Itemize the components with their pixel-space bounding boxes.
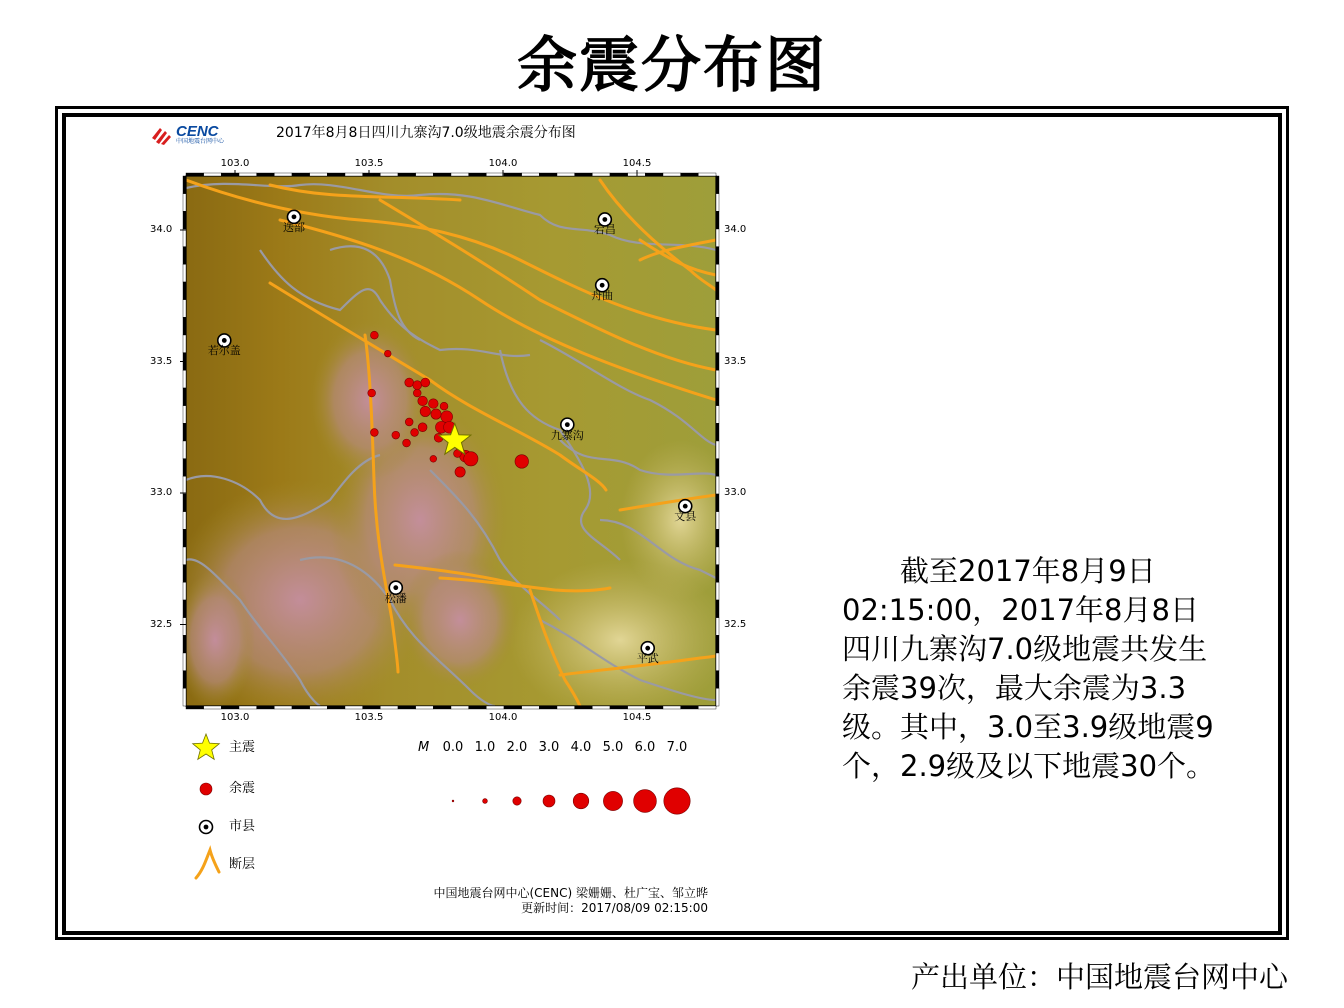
border-segment-right [716,618,719,636]
aftershock-dot [384,350,391,357]
legend-town-icon-center [204,825,209,830]
border-segment-right [716,459,719,477]
legend-fault-icon [196,850,219,878]
border-segment-bottom [186,706,204,709]
magnitude-scale-dot [603,791,622,810]
border-segment-top [398,173,416,176]
border-segment-left [183,194,186,212]
border-segment-right [716,370,719,388]
credits-authors: 中国地震台网中心(CENC) 梁姗姗、杜广宝、邹立晔 [433,886,708,900]
border-segment-top [345,173,363,176]
border-segment-right [716,547,719,565]
border-segment-bottom [557,706,575,709]
lon-tick-label-bottom: 103.0 [220,712,250,723]
border-segment-right [716,176,719,194]
town-label: 松潘 [384,591,407,605]
border-segment-bottom [310,706,328,709]
lat-tick-label-left: 32.5 [150,618,173,630]
border-segment-bottom [522,706,540,709]
border-segment-bottom [204,706,222,709]
border-segment-top [327,173,345,176]
border-segment-left [183,282,186,300]
border-segment-top [221,173,239,176]
border-segment-bottom [398,706,416,709]
border-segment-left [183,459,186,477]
border-segment-right [716,529,719,547]
border-segment-left [183,406,186,424]
border-segment-right [716,211,719,229]
border-segment-left [183,247,186,265]
lat-tick-label-left: 33.0 [150,487,173,498]
lat-tick-label-right: 34.0 [724,224,747,235]
town-label: 九寨沟 [550,428,584,442]
border-segment-top [698,173,716,176]
magnitude-scale-dot [634,790,657,813]
border-segment-bottom [663,706,681,709]
credits-update-time: 更新时间：2017/08/09 02:15:00 [521,901,708,915]
border-segment-right [716,441,719,459]
magnitude-label: 3.0 [538,740,560,755]
aftershock-dot [418,423,427,432]
border-segment-top [610,173,628,176]
lon-tick-label-bottom: 103.5 [354,712,384,723]
border-segment-right [716,688,719,706]
border-segment-left [183,565,186,583]
lon-tick-label-top: 104.5 [622,158,652,169]
town-label: 平武 [636,652,659,666]
border-segment-top [486,173,504,176]
lon-tick-label-top: 103.5 [354,158,384,169]
border-segment-left [183,618,186,636]
border-segment-left [183,229,186,247]
lon-tick-label-bottom: 104.0 [488,712,518,723]
legend-aftershock-dot-icon [200,783,212,795]
border-segment-right [716,635,719,653]
border-segment-top [522,173,540,176]
border-segment-bottom [645,706,663,709]
border-segment-left [183,476,186,494]
border-segment-top [469,173,487,176]
border-segment-left [183,512,186,530]
border-segment-top [592,173,610,176]
aftershock-dot [411,429,419,437]
border-segment-left [183,547,186,565]
lon-tick-label-top: 104.0 [488,158,518,169]
lat-tick-label-left: 34.0 [150,224,173,235]
border-segment-right [716,600,719,618]
magnitude-label: 6.0 [634,740,656,755]
aftershock-dot [441,411,453,423]
border-segment-right [716,194,719,212]
magnitude-scale-dot [452,800,454,802]
border-segment-top [433,173,451,176]
legend-mainshock-label: 主震 [229,740,256,755]
magnitude-scale-dot [483,799,488,804]
border-segment-left [183,370,186,388]
aftershock-dot [413,389,421,397]
lat-tick-label-right: 33.5 [724,355,747,367]
border-segment-right [716,476,719,494]
border-segment-bottom [345,706,363,709]
border-segment-bottom [486,706,504,709]
border-segment-right [716,300,719,318]
legend-town-label: 市县 [229,819,256,834]
aftershock-dot [430,455,437,462]
mountain-area-south [400,550,520,690]
border-segment-bottom [292,706,310,709]
border-segment-left [183,211,186,229]
aftershock-dot [440,402,448,410]
border-segment-top [204,173,222,176]
footer-producer: 产出单位：中国地震台网中心 [910,960,1288,994]
town-label: 宕昌 [593,223,616,237]
magnitude-label: 4.0 [570,740,592,755]
border-segment-left [183,300,186,318]
map-title: 2017年8月8日四川九寨沟7.0级地震余震分布图 [276,125,576,141]
border-segment-right [716,565,719,583]
aftershock-dot [418,396,428,406]
border-segment-right [716,335,719,353]
border-segment-top [380,173,398,176]
border-segment-bottom [628,706,646,709]
magnitude-label: 5.0 [602,740,624,755]
magnitude-label: 1.0 [474,740,496,755]
border-segment-left [183,671,186,689]
border-segment-bottom [610,706,628,709]
legend-fault-label: 断层 [229,857,256,872]
aftershock-dot [464,452,478,466]
cenc-logo-subtext: 中国地震台网中心 [176,138,225,145]
terrain-map [170,176,740,720]
border-segment-bottom [416,706,434,709]
border-segment-bottom [451,706,469,709]
lon-tick-label-top: 103.0 [220,158,250,169]
town-label: 舟曲 [591,289,614,303]
border-segment-bottom [433,706,451,709]
border-segment-right [716,282,719,300]
page-title: 余震分布图 [517,31,827,101]
town-marker-center [602,217,607,222]
border-segment-right [716,264,719,282]
border-segment-bottom [469,706,487,709]
legend-aftershock-label: 余震 [229,781,256,796]
border-segment-bottom [380,706,398,709]
border-segment-bottom [681,706,699,709]
border-segment-bottom [575,706,593,709]
border-segment-top [416,173,434,176]
border-segment-top [557,173,575,176]
lat-tick-label-right: 32.5 [724,618,747,630]
border-segment-top [274,173,292,176]
border-segment-right [716,229,719,247]
aftershock-dot [413,381,422,390]
border-segment-left [183,529,186,547]
border-segment-left [183,600,186,618]
border-segment-bottom [698,706,716,709]
town-marker-center [292,214,297,219]
magnitude-scale-dot [513,797,521,805]
border-segment-top [239,173,257,176]
town-marker-center [600,283,605,288]
border-segment-top [645,173,663,176]
aftershock-dot [431,409,441,419]
border-segment-top [292,173,310,176]
aftershock-dot [421,378,430,387]
town-marker-center [565,422,570,427]
lon-tick-label-bottom: 104.5 [622,712,652,723]
border-segment-top [663,173,681,176]
legend-symbols [193,734,220,878]
border-segment-left [183,582,186,600]
border-segment-right [716,653,719,671]
border-segment-bottom [257,706,275,709]
border-segment-right [716,423,719,441]
border-segment-right [716,317,719,335]
border-segment-right [716,671,719,689]
legend-mainshock-star-icon [193,734,220,759]
border-segment-left [183,653,186,671]
aftershock-dot [420,406,430,416]
border-segment-right [716,353,719,371]
border-segment-right [716,582,719,600]
town-label: 迭部 [282,220,305,234]
border-segment-left [183,335,186,353]
border-segment-top [363,173,381,176]
aftershock-dot [455,467,465,477]
aftershock-dot [392,431,400,439]
summary-text: 截至2017年8月9日02:15:00，2017年8月8日四川九寨沟7.0级地震共发生余震39次，最大余震为3.3级。其中，3.0至3.9级地震9个，2.9级及以下地震30个。 [842,554,1216,783]
border-segment-bottom [504,706,522,709]
border-segment-bottom [239,706,257,709]
cenc-logo-text: CENC [176,123,219,140]
border-segment-left [183,441,186,459]
magnitude-symbol: M [418,740,430,755]
credits [388,886,708,916]
magnitude-scale-dot [543,795,555,807]
magnitude-label: 2.0 [506,740,528,755]
border-segment-top [504,173,522,176]
aftershock-dot [403,439,411,447]
border-segment-bottom [539,706,557,709]
border-segment-left [183,635,186,653]
magnitude-scale-dot [573,793,589,809]
border-segment-top [539,173,557,176]
border-segment-bottom [363,706,381,709]
magnitude-scale-dot [664,788,690,814]
border-segment-top [257,173,275,176]
border-segment-top [681,173,699,176]
border-segment-left [183,494,186,512]
border-segment-top [186,173,204,176]
border-segment-top [310,173,328,176]
magnitude-scale-circles [452,788,690,814]
town-label: 若尔盖 [207,344,241,358]
aftershock-dot [370,331,378,339]
border-segment-left [183,423,186,441]
lat-tick-label-left: 33.5 [150,355,173,367]
aftershock-dot [405,378,414,387]
magnitude-label: 0.0 [442,740,464,755]
border-segment-right [716,512,719,530]
aftershock-dot [515,455,529,469]
border-segment-left [183,688,186,706]
lat-tick-label-right: 33.0 [724,487,747,498]
border-segment-right [716,406,719,424]
town-marker-center [393,585,398,590]
aftershock-dot [370,429,378,437]
town-marker-center [683,504,688,509]
border-segment-bottom [592,706,610,709]
aftershock-dot [429,399,439,409]
magnitude-label: 7.0 [666,740,688,755]
border-segment-bottom [327,706,345,709]
mountain-area-west [175,570,255,710]
border-segment-right [716,247,719,265]
town-label: 文县 [674,510,697,524]
town-marker-center [645,646,650,651]
border-segment-bottom [274,706,292,709]
town-marker-center [222,338,227,343]
border-segment-bottom [221,706,239,709]
border-segment-left [183,388,186,406]
aftershock-dot [405,418,413,426]
border-segment-top [451,173,469,176]
border-segment-right [716,388,719,406]
border-segment-left [183,176,186,194]
border-segment-left [183,264,186,282]
border-segment-right [716,494,719,512]
border-segment-left [183,317,186,335]
aftershock-dot [368,389,376,397]
border-segment-top [575,173,593,176]
